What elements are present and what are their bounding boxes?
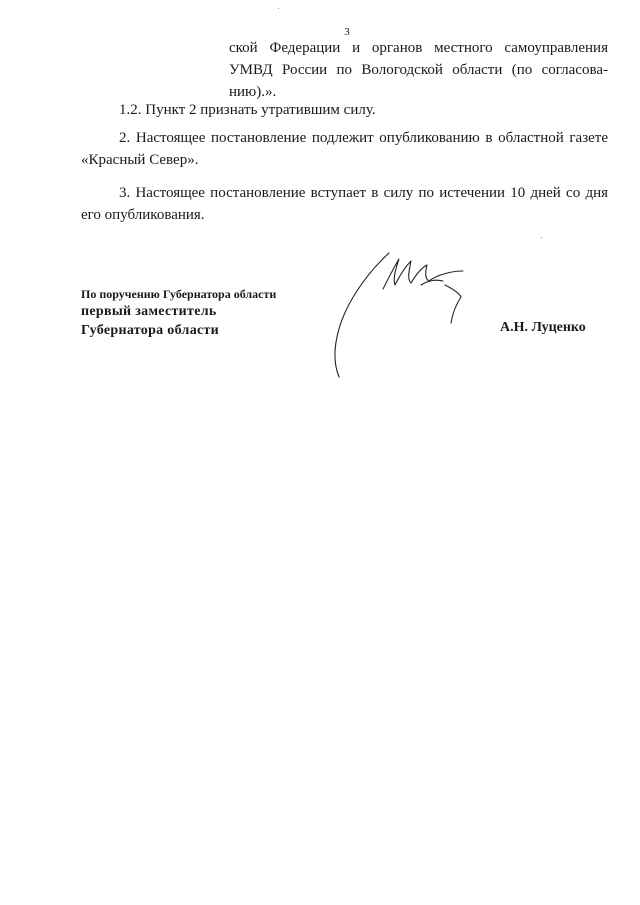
quote-line-2: УМВД России по Вологодской области (по согласова- xyxy=(229,62,608,78)
signatory-line-1: По поручению Губернатора области xyxy=(81,287,277,301)
paragraph-2-line-1: 2. Настоящее постановление подлежит опубликованию в областной газете xyxy=(119,130,608,146)
paragraph-2 xyxy=(81,127,608,171)
paragraph-3 xyxy=(81,182,608,226)
signatory-line-3: Губернатора области xyxy=(81,323,220,338)
paragraph-3-line-2: его опубликования. xyxy=(81,207,205,223)
paragraph-2-line-2: «Красный Север». xyxy=(81,152,199,168)
page-number: 3 xyxy=(344,26,350,38)
quote-continuation xyxy=(229,37,608,103)
quote-line-3: нию).». xyxy=(229,84,277,100)
signatory-title xyxy=(81,286,276,340)
quote-line-1: ской Федерации и органов местного самоуправления xyxy=(229,40,608,56)
signatory-line-2: первый заместитель xyxy=(81,304,217,319)
signatory-name: А.Н. Луценко xyxy=(500,320,586,335)
scan-speck xyxy=(541,237,542,238)
scan-speck xyxy=(278,8,279,9)
paragraph-1-2: 1.2. Пункт 2 признать утратившим силу. xyxy=(119,102,376,118)
paragraph-3-line-1: 3. Настоящее постановление вступает в силу по истечении 10 дней со дня xyxy=(119,185,608,201)
handwritten-signature xyxy=(325,245,485,385)
